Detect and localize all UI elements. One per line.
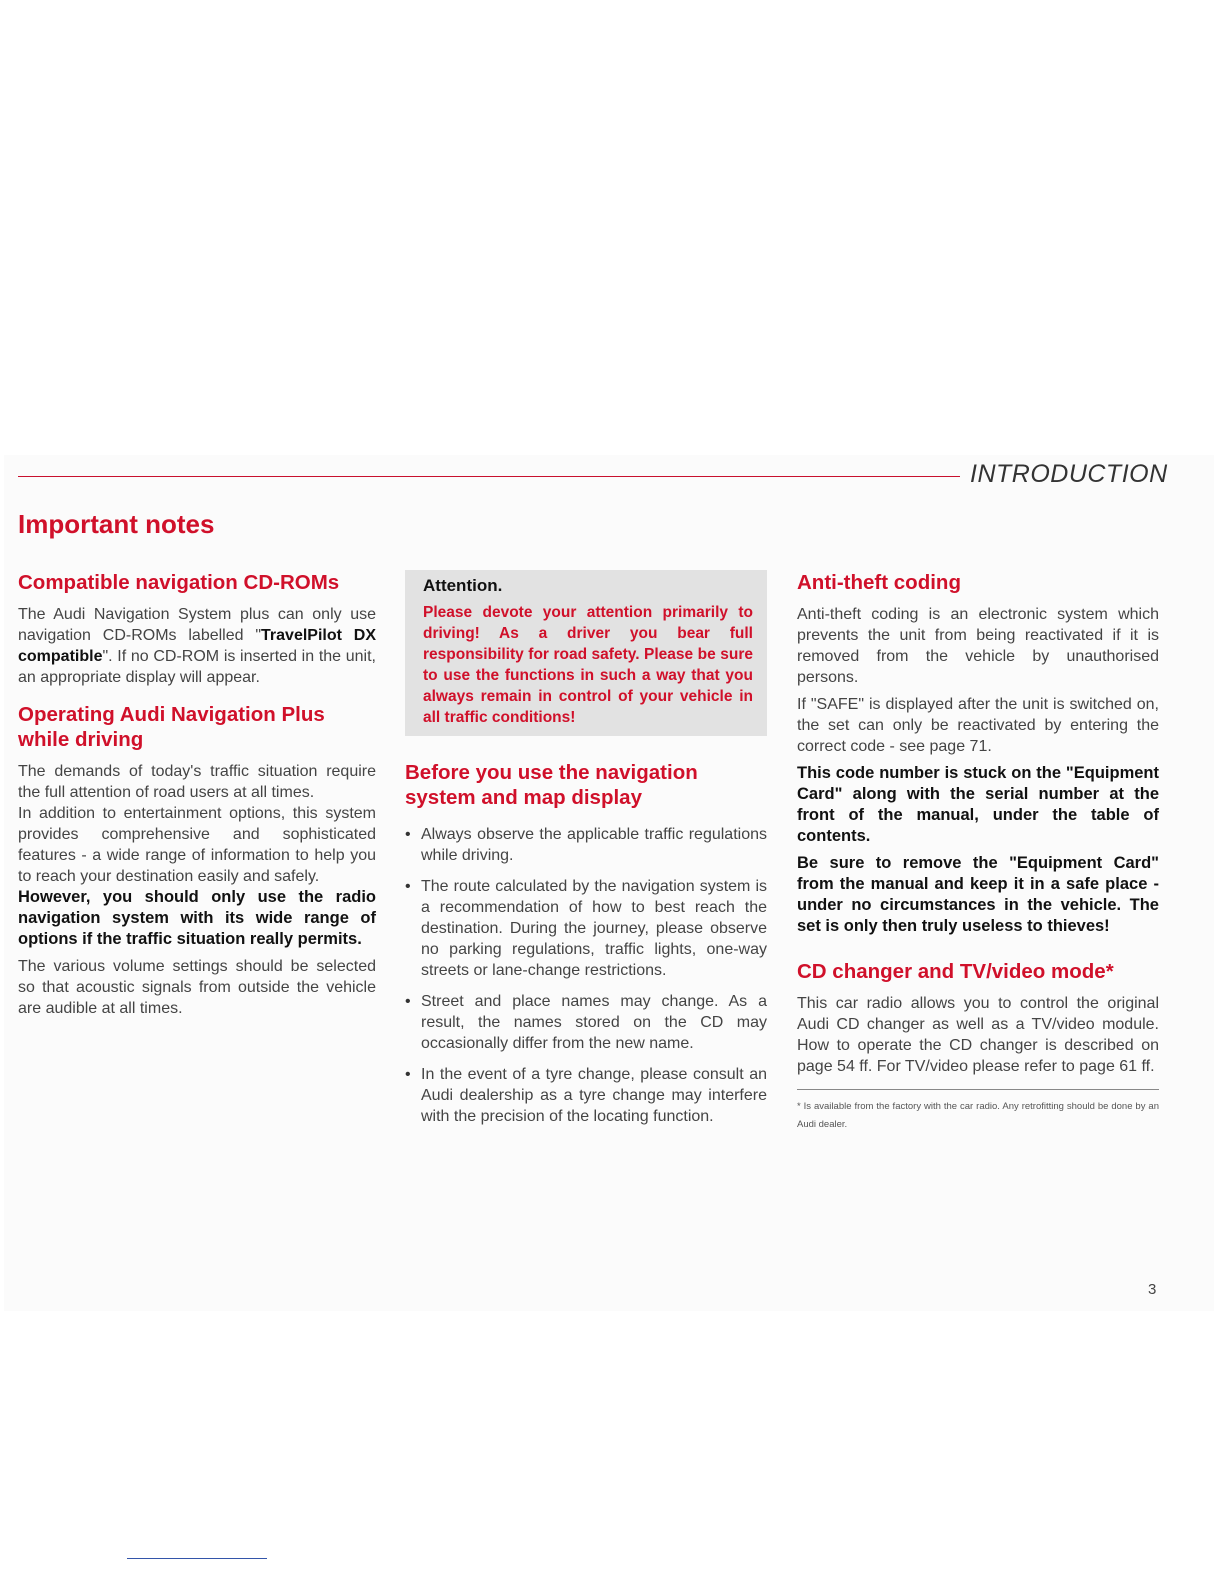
heading-compatible-cdroms: Compatible navigation CD-ROMs <box>18 571 340 594</box>
footnote: * Is available from the factory with the car radio. Any retrofitting should be done by an Audi dealer. <box>797 1101 1159 1130</box>
list-item: • Always observe the applicable traffic regulations while driving. <box>405 826 767 864</box>
footnote-rule <box>797 1089 1159 1090</box>
paragraph-safe: If "SAFE" is displayed after the unit is switched on, the set can only be reactivated by entering the correct code - see page 71. <box>797 696 1159 755</box>
bottom-link-underline <box>127 1558 267 1559</box>
heading-cd-changer: CD changer and TV/video mode* <box>797 960 1114 983</box>
list-item: • In the event of a tyre change, please consult an Audi dealership as a tyre change may interfere with the precision of the locating function. <box>405 1066 767 1125</box>
section-header: INTRODUCTION <box>970 460 1168 488</box>
column-right <box>797 570 1159 1134</box>
list-item: • The route calculated by the navigation system is a recommendation of how to best reach the destination. During the journey, please observe no parking regulations, traffic lights, one-way streets or lane-change restrictions. <box>405 878 767 979</box>
paragraph-volume: The various volume settings should be selected so that acoustic signals from outside the vehicle are audible at all times. <box>18 958 376 1017</box>
paragraph-cd-changer: This car radio allows you to control the original Audi CD changer as well as a TV/video module. How to operate the CD changer is described on page 54 ff. For TV/video please refer to page 61 ff. <box>797 995 1159 1075</box>
header-rule <box>18 476 960 477</box>
paragraph-however-warning: However, you should only use the radio navigation system with its wide range of options if the traffic situation really permits. <box>18 888 376 948</box>
attention-box <box>405 570 767 736</box>
paragraph-code-number: This code number is stuck on the "Equipment Card" along with the serial number at the front of the manual, under the table of contents. <box>797 764 1159 845</box>
paragraph-compatible: The Audi Navigation System plus can only use navigation CD-ROMs labelled "TravelPilot DX compatible". If no CD-ROM is inserted in the unit, an appropriate display will appear. <box>18 606 377 686</box>
list-item: • Street and place names may change. As a result, the names stored on the CD may occasionally differ from the new name. <box>405 993 767 1052</box>
heading-before-you-use: Before you use the navigation system and map display <box>405 761 698 809</box>
paragraph-remove-card: Be sure to remove the "Equipment Card" from the manual and keep it in a safe place - under no circumstances in the vehicle. The set is only then truly useless to thieves! <box>797 854 1159 935</box>
heading-operating-while-driving: Operating Audi Navigation Plus while driving <box>18 703 325 751</box>
travelpilot-label: TravelPilot DX compatible <box>18 627 377 665</box>
attention-body: Please devote your attention primarily to driving! As a driver you bear full responsibility for road safety. Please be sure to use the functions in such a way that you always remain in control of your vehicle in all traffic conditions! <box>423 604 753 726</box>
paragraph-anti-theft: Anti-theft coding is an electronic system which prevents the unit from being reactivated if it is removed from the vehicle by unauthorised persons. <box>797 606 1159 686</box>
heading-anti-theft-coding: Anti-theft coding <box>797 571 961 594</box>
page-title: Important notes <box>18 509 215 539</box>
column-middle <box>405 570 767 1137</box>
attention-title: Attention. <box>423 576 503 595</box>
column-left <box>18 570 376 1025</box>
paragraph-demands: The demands of today's traffic situation require the full attention of road users at all times. <box>18 763 376 801</box>
paragraph-addition: In addition to entertainment options, this system provides comprehensive and sophisticated features - a wide range of information to help you to reach your destination easily and safely. <box>18 805 376 885</box>
page-number: 3 <box>1148 1281 1157 1298</box>
